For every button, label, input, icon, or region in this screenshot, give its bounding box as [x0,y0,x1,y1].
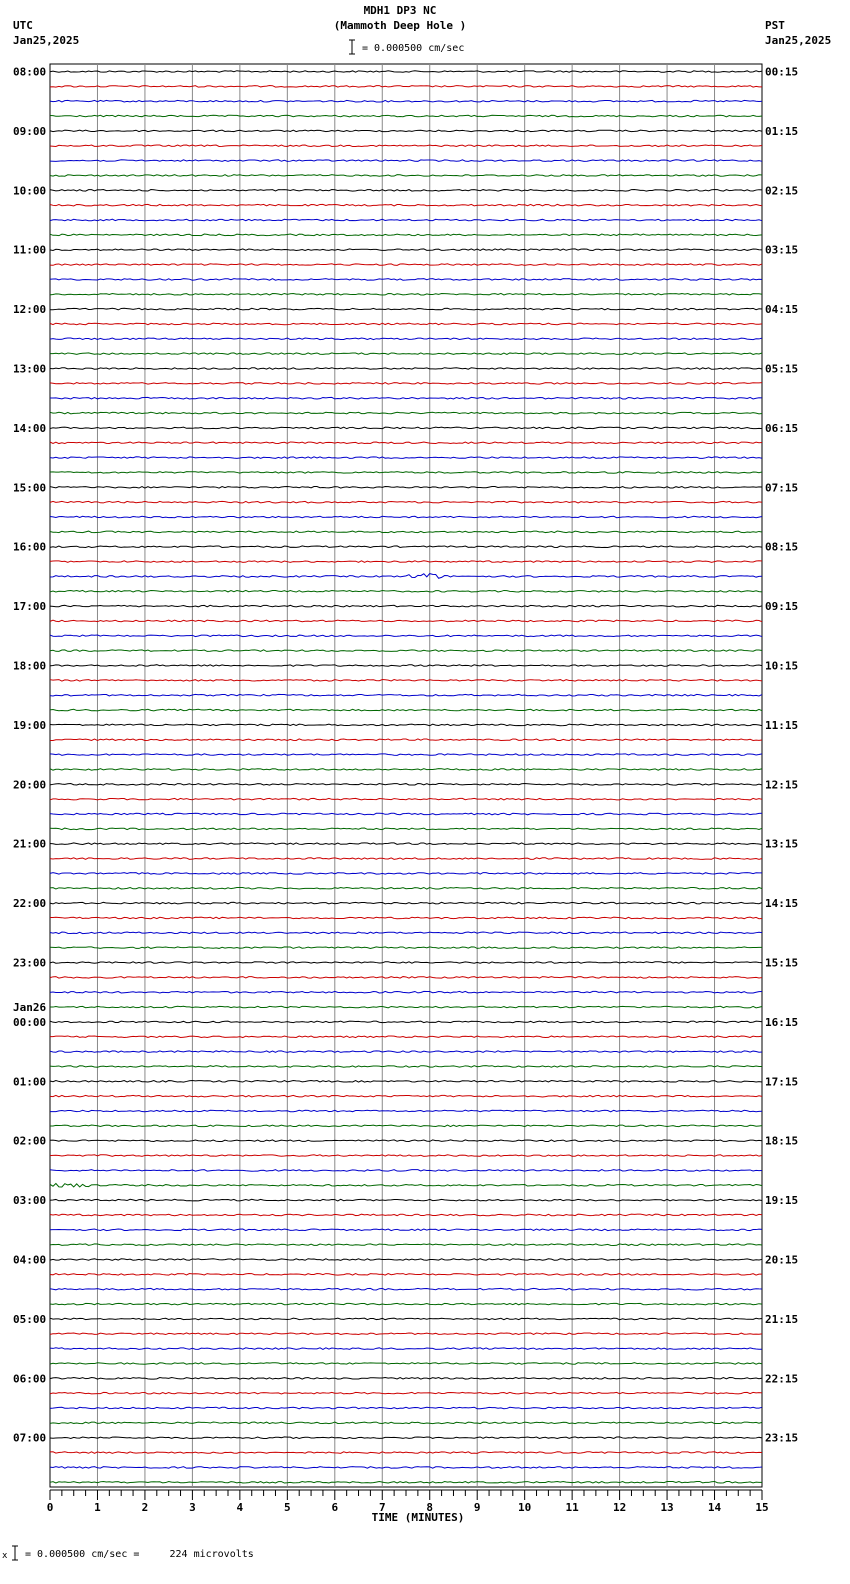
seismic-trace [50,1303,762,1305]
seismic-trace [50,1036,762,1038]
utc-hour-label: 22:00 [13,897,47,911]
pst-hour-label: 11:15 [765,718,799,732]
seismic-trace [50,1140,762,1142]
seismic-trace [50,204,762,206]
seismic-trace [50,574,762,579]
seismic-trace [50,1095,762,1097]
seismic-trace [50,828,762,830]
seismic-trace [50,1199,762,1201]
pst-hour-label: 10:15 [765,659,799,673]
seismic-trace [50,397,762,399]
utc-hour-label: 08:00 [13,65,47,79]
seismic-trace [50,873,762,875]
pst-hour-label: 23:15 [765,1431,799,1445]
seismic-trace [50,561,762,563]
seismic-trace [50,754,762,756]
seismic-trace [50,1422,762,1424]
seismic-trace [50,442,762,444]
seismic-trace [50,546,762,548]
utc-hour-label: 14:00 [13,421,47,435]
pst-hour-label: 04:15 [765,303,799,317]
utc-date-change-label: Jan26 [13,1000,47,1014]
utc-hour-label: 04:00 [13,1253,47,1267]
x-tick-label: 2 [141,1501,149,1514]
footer-scale-note: = 0.000500 cm/sec = 224 microvolts [25,1549,254,1560]
seismic-trace [50,175,762,177]
x-tick-label: 6 [331,1501,339,1514]
seismic-trace [50,724,762,726]
seismic-trace [50,1081,762,1083]
pst-hour-label: 17:15 [765,1075,799,1089]
seismic-trace [50,1437,762,1439]
utc-hour-label: 10:00 [13,184,47,198]
seismic-trace [50,1125,762,1127]
seismic-trace [50,635,762,637]
seismic-trace [50,1170,762,1172]
utc-hour-label: 09:00 [13,124,47,138]
seismic-trace [50,1392,762,1394]
seismic-trace [50,160,762,162]
seismic-trace [50,1006,762,1008]
x-tick-label: 4 [236,1501,244,1514]
seismic-trace [50,487,762,489]
seismic-trace [50,353,762,355]
seismic-trace [50,709,762,711]
pst-label: PST [765,19,785,32]
seismic-trace [50,338,762,340]
utc-hour-label: 06:00 [13,1372,47,1386]
utc-hour-label: 16:00 [13,540,47,554]
pst-hour-label: 12:15 [765,778,799,792]
utc-hour-label: 07:00 [13,1431,47,1445]
pst-hour-label: 21:15 [765,1312,799,1326]
pst-hour-label: 06:15 [765,421,799,435]
seismic-trace [50,71,762,73]
utc-hour-label: 18:00 [13,659,47,673]
pst-hour-label: 19:15 [765,1194,799,1208]
pst-hour-label: 01:15 [765,124,799,138]
seismic-trace [50,1229,762,1231]
utc-hour-label: 21:00 [13,837,47,851]
seismic-trace [50,219,762,221]
x-axis-label: TIME (MINUTES) [371,1511,465,1524]
seismic-trace [50,1051,762,1053]
utc-hour-label: 13:00 [13,362,47,376]
x-tick-label: 0 [46,1501,54,1514]
seismic-trace [50,694,762,696]
seismic-trace [50,1363,762,1365]
pst-hour-label: 08:15 [765,540,799,554]
pst-hour-label: 00:15 [765,65,799,79]
seismic-trace [50,531,762,533]
seismic-trace [50,843,762,845]
seismic-trace [50,1318,762,1320]
x-tick-label: 5 [284,1501,291,1514]
seismic-trace [50,1214,762,1216]
seismic-trace [50,1274,762,1276]
x-tick-label: 8 [426,1501,434,1514]
x-tick-label: 14 [707,1501,722,1514]
seismic-trace [50,1288,762,1290]
seismic-trace [50,665,762,667]
seismic-trace [50,813,762,815]
seismic-trace [50,769,762,771]
seismic-trace [50,947,762,949]
seismic-trace [50,323,762,325]
seismic-trace [50,501,762,503]
footer-marker: x [2,1551,8,1561]
pst-hour-label: 22:15 [765,1372,799,1386]
pst-date: Jan25,2025 [765,34,832,47]
x-tick-label: 12 [612,1501,627,1514]
utc-hour-label: 11:00 [13,243,47,257]
seismic-trace [50,1066,762,1068]
utc-date: Jan25,2025 [13,34,80,47]
seismic-trace [50,115,762,117]
seismic-trace [50,264,762,266]
seismic-trace [50,383,762,385]
seismic-trace [50,932,762,934]
seismic-trace [50,130,762,132]
x-tick-label: 11 [565,1501,579,1514]
seismic-trace [50,1407,762,1409]
x-tick-label: 3 [189,1501,196,1514]
x-tick-label: 13 [660,1501,674,1514]
pst-hour-label: 18:15 [765,1134,799,1148]
utc-hour-label: 20:00 [13,778,47,792]
seismic-trace [50,680,762,682]
seismic-trace [50,1244,762,1246]
seismic-trace [50,1467,762,1469]
utc-hour-label: 01:00 [13,1075,47,1089]
seismic-trace [50,308,762,310]
utc-hour-label: 23:00 [13,956,47,970]
seismic-trace [50,1378,762,1380]
x-tick-label: 10 [518,1501,532,1514]
utc-label: UTC [13,19,33,32]
pst-hour-label: 03:15 [765,243,799,257]
x-tick-label: 1 [94,1501,101,1514]
utc-hour-label: 15:00 [13,481,47,495]
seismic-trace [50,249,762,251]
pst-hour-label: 20:15 [765,1253,799,1267]
pst-hour-label: 05:15 [765,362,799,376]
seismic-trace [50,739,762,741]
seismic-trace [50,991,762,993]
seismic-trace [50,100,762,102]
seismic-trace [50,516,762,518]
seismic-trace [50,1452,762,1454]
seismic-trace [50,784,762,786]
seismic-trace [50,368,762,370]
seismic-trace [50,190,762,192]
seismic-trace [50,977,762,979]
utc-hour-label: 03:00 [13,1194,47,1208]
seismic-trace [50,1481,762,1483]
pst-hour-label: 07:15 [765,481,799,495]
seismic-trace [50,620,762,622]
seismic-trace [50,590,762,592]
seismic-trace [50,902,762,904]
utc-hour-label: 02:00 [13,1134,47,1148]
utc-hour-label: 00:00 [13,1015,47,1029]
seismic-trace [50,605,762,607]
x-tick-label: 7 [378,1501,386,1514]
seismic-trace [50,457,762,459]
seismic-trace [50,86,762,88]
station-location: (Mammoth Deep Hole ) [333,19,467,32]
seismic-trace [50,472,762,474]
seismic-trace [50,293,762,295]
utc-hour-label: 19:00 [13,718,47,732]
seismic-trace [50,1183,762,1187]
seismic-trace [50,1155,762,1157]
seismic-trace [50,1021,762,1023]
scale-label: = 0.000500 cm/sec [362,43,465,54]
seismic-trace [50,917,762,919]
pst-hour-label: 14:15 [765,897,799,911]
pst-hour-label: 02:15 [765,184,799,198]
pst-hour-label: 09:15 [765,600,799,614]
seismic-trace [50,1110,762,1112]
x-tick-label: 9 [473,1501,481,1514]
seismic-trace [50,412,762,414]
utc-hour-label: 05:00 [13,1312,47,1326]
pst-hour-label: 13:15 [765,837,799,851]
seismic-trace [50,234,762,236]
seismic-trace [50,145,762,147]
pst-hour-label: 16:15 [765,1015,799,1029]
station-title: MDH1 DP3 NC [363,4,437,17]
seismic-trace [50,279,762,281]
seismic-trace [50,887,762,889]
pst-hour-label: 15:15 [765,956,799,970]
seismic-trace [50,798,762,800]
seismic-trace [50,1348,762,1350]
seismic-trace [50,962,762,964]
utc-hour-label: 12:00 [13,303,47,317]
seismic-trace [50,1259,762,1261]
seismic-trace [50,1333,762,1335]
x-tick-label: 15 [755,1501,769,1514]
utc-hour-label: 17:00 [13,600,47,614]
seismic-trace [50,650,762,652]
seismic-trace [50,858,762,860]
seismic-trace [50,427,762,429]
